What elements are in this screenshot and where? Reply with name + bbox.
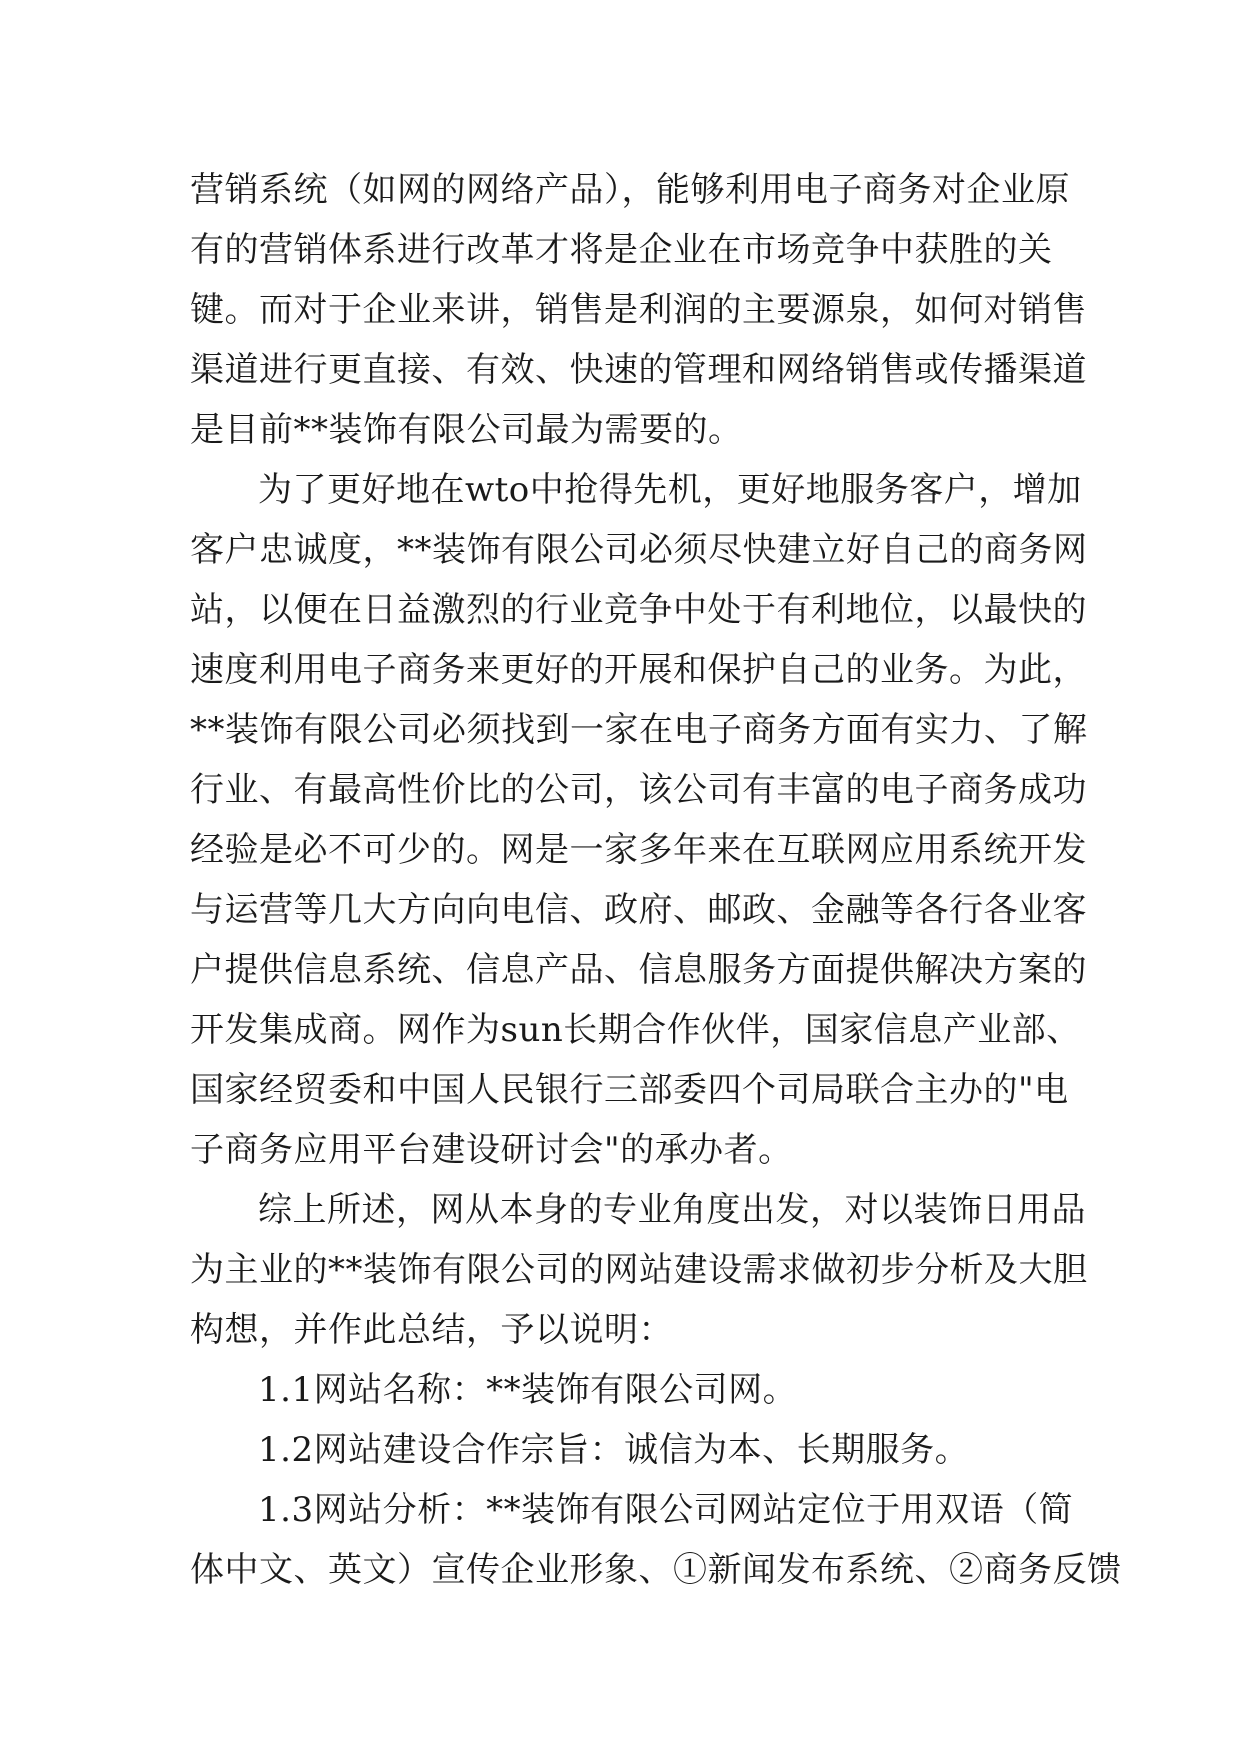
text-line-16: 国家经贸委和中国人民银行三部委四个司局联合主办的"电 [190,1070,1069,1110]
text-line-14: 户提供信息系统、信息产品、信息服务方面提供解决方案的 [190,950,1087,990]
text-line-12: 经验是必不可少的。网是一家多年来在互联网应用系统开发 [190,830,1087,870]
text-line-20: 构想，并作此总结，予以说明： [190,1310,673,1350]
text-line-24: 体中文、英文）宣传企业形象、①新闻发布系统、②商务反馈 [190,1550,1122,1590]
text-line-6: 为了更好地在wto中抢得先机，更好地服务客户，增加 [258,470,1082,510]
text-line-8: 站，以便在日益激烈的行业竞争中处于有利地位，以最快的 [190,590,1087,630]
text-line-2: 有的营销体系进行改革才将是企业在市场竞争中获胜的关 [190,230,1053,270]
text-line-10: **装饰有限公司必须找到一家在电子商务方面有实力、了解 [190,710,1088,750]
text-line-19: 为主业的**装饰有限公司的网站建设需求做初步分析及大胆 [190,1250,1088,1290]
text-line-18: 综上所述，网从本身的专业角度出发，对以装饰日用品 [258,1190,1086,1230]
document-body [190,160,1122,1600]
text-line-11: 行业、有最高性价比的公司，该公司有丰富的电子商务成功 [190,770,1087,810]
text-line-23: 1.3网站分析：**装饰有限公司网站定位于用双语（简 [258,1490,1074,1530]
text-line-13: 与运营等几大方向向电信、政府、邮政、金融等各行各业客 [190,890,1087,930]
text-line-1: 营销系统（如网的网络产品），能够利用电子商务对企业原 [190,170,1070,210]
text-line-22: 1.2网站建设合作宗旨：诚信为本、长期服务。 [258,1430,970,1470]
text-line-3: 键。而对于企业来讲，销售是利润的主要源泉，如何对销售 [190,290,1087,330]
text-line-17: 子商务应用平台建设研讨会"的承办者。 [190,1130,793,1170]
text-line-15: 开发集成商。网作为sun长期合作伙伴，国家信息产业部、 [190,1010,1081,1050]
text-line-9: 速度利用电子商务来更好的开展和保护自己的业务。为此， [190,650,1087,690]
text-line-21: 1.1网站名称：**装饰有限公司网。 [258,1370,798,1410]
text-line-4: 渠道进行更直接、有效、快速的管理和网络销售或传播渠道 [190,350,1087,390]
text-line-5: 是目前**装饰有限公司最为需要的。 [190,410,743,450]
text-line-7: 客户忠诚度，**装饰有限公司必须尽快建立好自己的商务网 [190,530,1088,570]
